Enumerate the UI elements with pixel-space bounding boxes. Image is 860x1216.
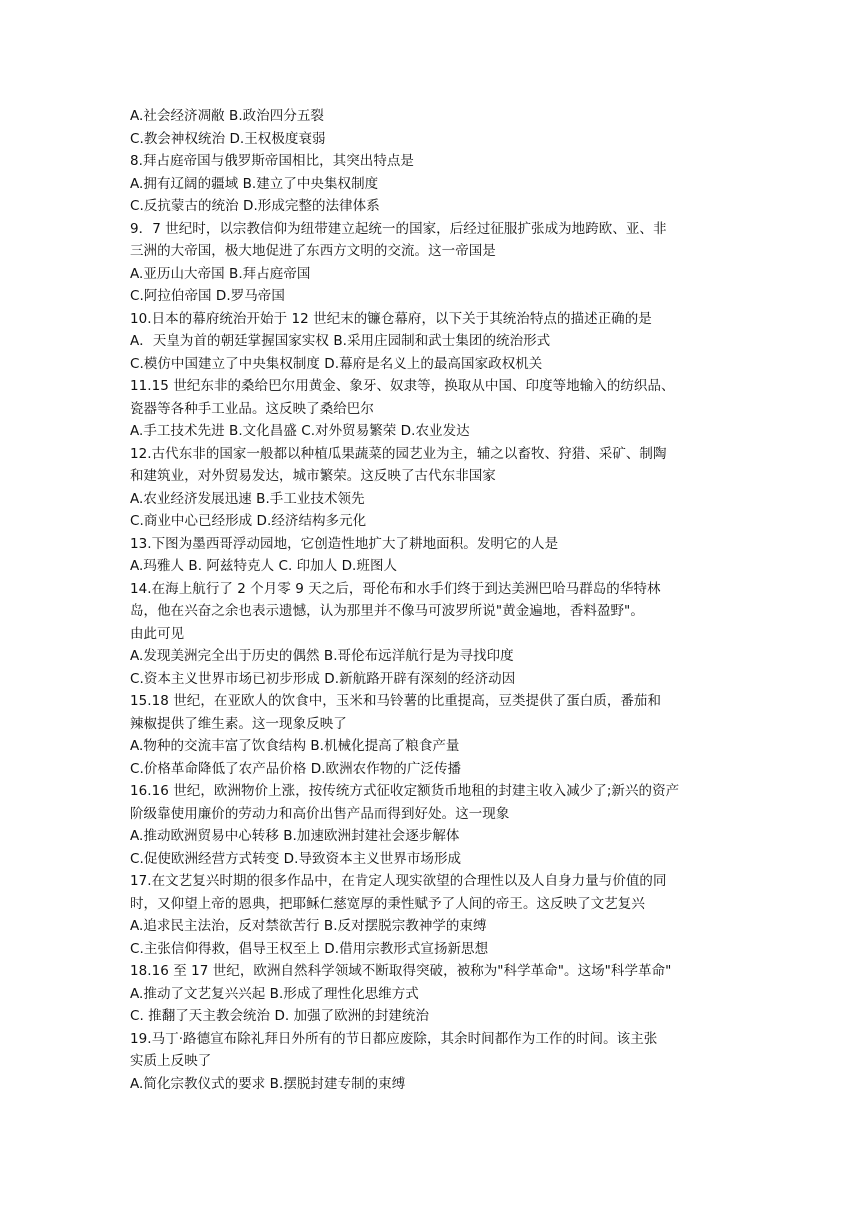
text-line: A.物种的交流丰富了饮食结构 B.机械化提高了粮食产量: [130, 738, 460, 754]
text-line: 时，又仰望上帝的恩典，把耶稣仁慈宽厚的秉性赋予了人间的帝王。这反映了文艺复兴: [130, 895, 645, 912]
text-line: C. 推翻了天主教会统治 D. 加强了欧洲的封建统治: [130, 1008, 430, 1024]
text-line: 辣椒提供了维生素。这一现象反映了: [130, 715, 347, 732]
text-line: C.价格革命降低了农产品价格 D.欧洲农作物的广泛传播: [130, 760, 462, 777]
text-line: 18.16 至 17 世纪，欧洲自然科学领域不断取得突破，被称为"科学革命"。这场"科学革命": [130, 963, 672, 979]
text-line: C.教会神权统治 D.王权极度衰弱: [130, 130, 326, 147]
text-line: A.发现美洲完全出于历史的偶然 B.哥伦布远洋航行是为寻找印度: [130, 648, 514, 664]
text-line: A.社会经济凋敝 B.政治四分五裂: [130, 108, 324, 124]
text-line: 岛，他在兴奋之余也表示遗憾，认为那里并不像马可波罗所说"黄金遍地，香料盈野"。: [130, 603, 644, 619]
text-line: C.主张信仰得救，倡导王权至上 D.借用宗教形式宣扬新思想: [130, 940, 489, 957]
text-line: 13.下图为墨西哥浮动园地，它创造性地扩大了耕地面积。发明它的人是: [130, 535, 559, 552]
text-line: C.商业中心已经形成 D.经济结构多元化: [130, 513, 367, 529]
text-line: A.拥有辽阔的疆域 B.建立了中央集权制度: [130, 175, 379, 192]
text-line: 实质上反映了: [130, 1053, 212, 1069]
text-line: 12.古代东非的国家一般都以种植瓜果蔬菜的园艺业为主，辅之以畜牧、狩猎、采矿、制陶: [130, 445, 667, 462]
text-line: A.推动欧洲贸易中心转移 B.加速欧洲封建社会逐步解体: [130, 828, 460, 844]
text-line: 15.18 世纪，在亚欧人的饮食中，玉米和马铃薯的比重提高，豆类提供了蛋白质，番茄和: [130, 693, 662, 709]
text-line: 14.在海上航行了 2 个月零 9 天之后，哥伦布和水手们终于到达美洲巴哈马群岛的华特林: [130, 580, 661, 597]
text-line: C.促使欧洲经营方式转变 D.导致资本主义世界市场形成: [130, 850, 462, 867]
text-line: 9．7 世纪时，以宗教信仰为纽带建立起统一的国家，后经过征服扩张成为地跨欧、亚、非: [130, 220, 667, 237]
text-line: 17.在文艺复兴时期的很多作品中，在肯定人现实欲望的合理性以及人自身力量与价值的同: [130, 873, 667, 889]
text-line: 阶级靠使用廉价的劳动力和高价出售产品而得到好处。这一现象: [130, 805, 510, 822]
text-line: 由此可见: [130, 625, 185, 642]
text-line: A.手工技术先进 B.文化昌盛 C.对外贸易繁荣 D.农业发达: [130, 423, 470, 439]
text-line: 19.马丁·路德宣布除礼拜日外所有的节日都应废除，其余时间都作为工作的时间。该主张: [130, 1030, 658, 1047]
text-line: C.资本主义世界市场已初步形成 D.新航路开辟有深刻的经济动因: [130, 670, 516, 687]
text-line: A.简化宗教仪式的要求 B.摆脱封建专制的束缚: [130, 1075, 406, 1092]
text-line: A．天皇为首的朝廷掌握国家实权 B.采用庄园制和武士集团的统治形式: [130, 333, 551, 349]
text-line: 8.拜占庭帝国与俄罗斯帝国相比，其突出特点是: [130, 153, 414, 169]
text-line: 16.16 世纪，欧洲物价上涨，按传统方式征收定额货币地租的封建主收入减少了;新兴的资产: [130, 783, 680, 799]
text-line: 11.15 世纪东非的桑给巴尔用黄金、象牙、奴隶等，换取从中国、印度等地输入的纺织品、: [130, 378, 675, 394]
text-line: 和建筑业，对外贸易发达，城市繁荣。这反映了古代东非国家: [130, 468, 496, 484]
text-line: 三洲的大帝国，极大地促进了东西方文明的交流。这一帝国是: [130, 243, 496, 259]
text-line: 瓷器等各种手工业品。这反映了桑给巴尔: [130, 400, 374, 417]
document-body: [130, 105, 730, 1095]
text-line: C.反抗蒙古的统治 D.形成完整的法律体系: [130, 198, 380, 214]
text-line: C.阿拉伯帝国 D.罗马帝国: [130, 288, 285, 304]
text-line: A.农业经济发展迅速 B.手工业技术领先: [130, 490, 365, 507]
text-line: A.亚历山大帝国 B.拜占庭帝国: [130, 265, 311, 282]
text-line: C.模仿中国建立了中央集权制度 D.幕府是名义上的最高国家政权机关: [130, 355, 543, 372]
text-line: A.玛雅人 B. 阿兹特克人 C. 印加人 D.班图人: [130, 558, 398, 574]
text-line: 10.日本的幕府统治开始于 12 世纪末的镰仓幕府，以下关于其统治特点的描述正确的是: [130, 310, 652, 327]
text-line: A.追求民主法治，反对禁欲苦行 B.反对摆脱宗教神学的束缚: [130, 918, 487, 934]
text-line: A.推动了文艺复兴兴起 B.形成了理性化思维方式: [130, 985, 419, 1002]
